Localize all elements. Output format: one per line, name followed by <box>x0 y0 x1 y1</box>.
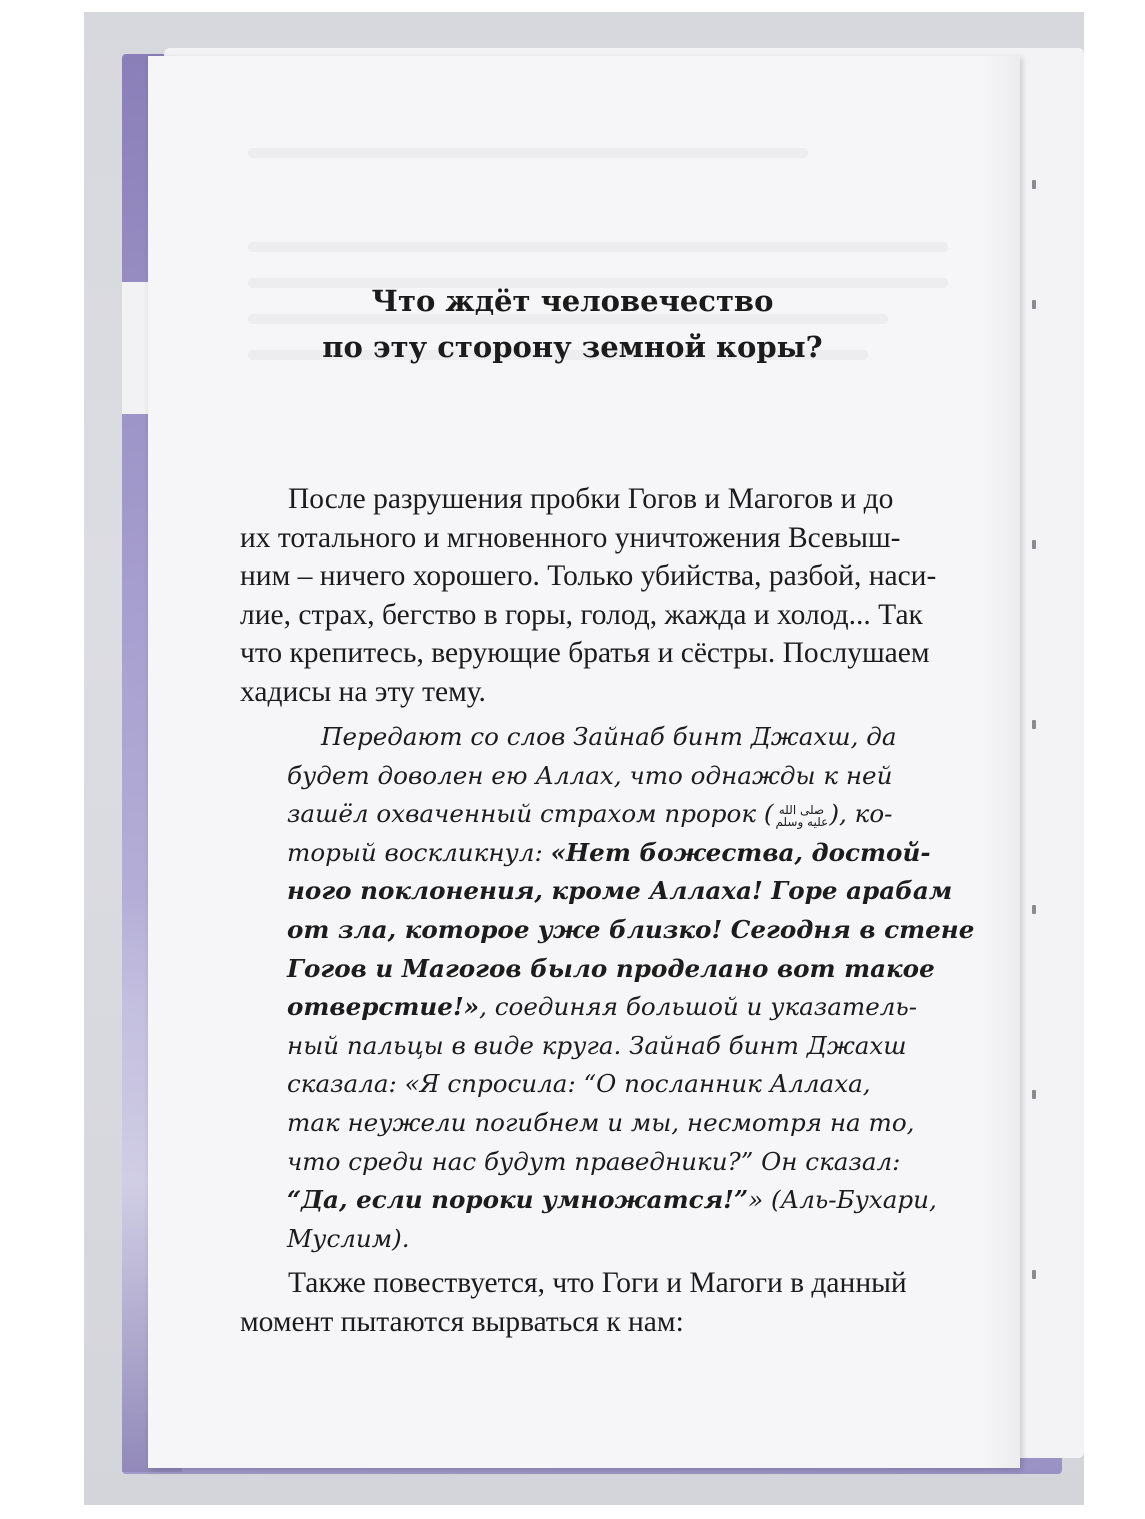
intro-line: хадисы на эту тему. <box>240 675 486 708</box>
hadith-text: , соединяя большой и указатель- <box>479 992 918 1022</box>
hadith-line: ный пальцы в виде круга. Зайнаб бинт Джахш <box>287 1030 907 1060</box>
binding-mark <box>1032 1270 1036 1279</box>
hadith-line <box>287 1181 937 1220</box>
hadith-line: так неужели погибнем и мы, несмотря на то, <box>287 1107 915 1137</box>
hadith-bold-text: «Нет божества, достой- <box>550 837 931 867</box>
binding-mark <box>1032 180 1036 189</box>
hadith-text: » (Аль-Бухари, <box>748 1185 937 1215</box>
salawat-bottom: عليه وسلم <box>775 814 829 829</box>
hadith-line: Передают со слов Зайнаб бинт Джахш, да <box>321 722 897 751</box>
binding-mark <box>1032 1090 1036 1099</box>
salawat-ligature <box>775 804 827 828</box>
intro-paragraph <box>240 480 968 711</box>
hadith-quote <box>287 718 975 1258</box>
bleed-through-line <box>248 242 948 252</box>
hadith-line: что среди нас будут праведники?” Он сказал: <box>287 1146 901 1176</box>
heading-line-2: по эту сторону земной коры? <box>322 330 823 364</box>
hadith-line: Гогов и Магогов было проделано вот такое <box>287 953 935 983</box>
hadith-line: ного поклонения, кроме Аллаха! Горе арабам <box>287 876 953 906</box>
hadith-text: ), ко- <box>829 799 893 829</box>
hadith-line <box>287 834 931 873</box>
hadith-line <box>287 988 927 1027</box>
hadith-text: торый воскликнул: <box>287 837 551 867</box>
hadith-line: Муслим). <box>287 1223 410 1253</box>
hadith-text: зашёл охваченный страхом пророк ( <box>287 799 774 829</box>
bleed-through-line <box>248 148 808 158</box>
closing-paragraph <box>240 1264 968 1341</box>
intro-line: что крепитесь, верующие братья и сёстры. Послушаем <box>240 637 930 669</box>
chapter-heading <box>0 278 1145 370</box>
binding-mark <box>1032 720 1036 729</box>
intro-line: После разрушения пробки Гогов и Магогов и до <box>288 483 894 515</box>
heading-line-1: Что ждёт человечество <box>371 284 774 318</box>
binding-mark <box>1032 905 1036 914</box>
intro-line: лие, страх, бегство в горы, голод, жажда и холод... Так <box>240 598 923 631</box>
hadith-bold-text: отверстие!» <box>287 992 480 1022</box>
page-edge-shadow <box>980 56 1020 1468</box>
hadith-line: сказала: «Я спросила: “О посланник Аллаха, <box>287 1069 871 1099</box>
salawat-top: صلى الله <box>778 802 825 817</box>
closing-line: момент пытаются вырваться к нам: <box>240 1305 684 1338</box>
hadith-line: от зла, которое уже близко! Сегодня в стене <box>287 914 975 944</box>
closing-line: Также повествуется, что Гоги и Магоги в данный <box>288 1267 907 1299</box>
intro-line: их тотального и мгновенного уничтожения Всевыш- <box>240 521 901 554</box>
binding-mark <box>1032 540 1036 549</box>
hadith-line <box>287 795 927 834</box>
intro-line: ним – ничего хорошего. Только убийства, разбой, наси- <box>240 560 937 592</box>
hadith-bold-text: “Да, если пороки умножатся!” <box>287 1185 749 1215</box>
hadith-line: будет доволен ею Аллах, что однажды к ней <box>287 760 893 790</box>
